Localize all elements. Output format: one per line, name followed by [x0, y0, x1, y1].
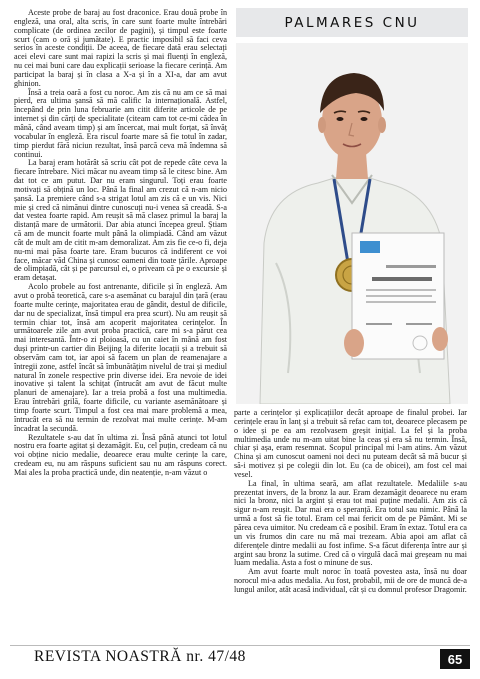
- certificate: [352, 233, 444, 359]
- student-photo: [236, 43, 468, 404]
- section-banner: [236, 8, 468, 37]
- paragraph: La baraj eram hotărât să scriu cât pot de repede câte ceva la fiecare întrebare. Nici măcar nu aveam timp să le citesc bine. Am dat tot ce am putut. Dar nu eram singurul. Toți erau foarte motivați să obțină un loc. Până la final am crezut că n-am nicio șansă. La premiere când s-a strigat lotul am zis că e un vis. Nici mie și cred că nimănui dintre cunoscuți nu-i venea să creadă. S-a dat vestea foarte rapid. Am reușit să mă clasez primul la baraj la distanță mare de următorii. Dar abia atunci începea greul. Știam că am de muncit foarte mult până la olimpiadă. Când am văzut cât de mult am de citit m-am demoralizat. Am zis fie ce-o fi, deja nu-mi mai păsa foarte tare. Eram bucuros că indiferent ce voi face, măcar văd China și cunosc oameni din toate țările. Aproape de olimpiadă, cât și pe parcursul ei, o priveam că pe o excursie și eram detașat.: [14, 158, 227, 283]
- article-right-column: [234, 409, 467, 641]
- paragraph: Acolo probele au fost antrenante, dificile și în engleză. Am avut o probă teoretică, care s-a asemănat cu barajul din țară (erau foarte multe cerințe, majoritatea erau de gândit, destul de dificile, dar nu de specializat, însă timpul era prea scurt). Nu am reușit să termin chiar tot, însă am acoperit majoritatea cerințelor. În următoarele zile am avut proba practică, care mi s-a părut cea mai interesantă. Într-o zi ploioasă, cu un caiet în mână am fost duși printr-un cartier din Beijing la diferite locații și a trebuit să observăm cam tot, iar apoi să facem un plan de reamenajare a întregii zone, astfel încât să îmbunătățim nivelul de trai și mediul natural în zonele respective prin diverse idei. Era nevoie de idei inovative și talent la schițat (întrucât am avut de făcut multe planuri de amenajare). Iar a treia probă a fost una multimedia. Erau întrebări grilă, foarte dificile, cu variante asemănătoare și timp foarte scurt. Timpul a fost cea mai mare problemă a mea, întrucât era să nu termin de rezolvat mai multe cerințe. M-am încadrat la secundă.: [14, 282, 227, 433]
- magazine-title: REVISTA NOASTRĂ nr. 47/48: [34, 648, 246, 665]
- page-number: 65: [440, 649, 470, 669]
- paragraph: Aceste probe de baraj au fost draconice. Erau două probe în engleză, una oral, alta scris, în care sunt foarte multe întrebări complicate (de ordinea zecilor de pagini), și timpul este foarte scurt (cam o oră și jumătate). E practic imposibil să faci ceva serios în aceste condiții. De aceea, de fiecare dată erau selectați acei elevi care sunt mai rapizi la scris și mai fluenți în engleză, nu cei mai buni care dau explicații serioase la fiecare cerință. Am participat la baraj și în clasa a X-a și în a XI-a, dar am avut ghinion.: [14, 9, 227, 88]
- article-left-column: [14, 9, 227, 620]
- student-with-medal-illustration: [236, 43, 468, 404]
- paragraph-continuation: parte a cerințelor și explicațiilor decât aproape de finalul probei. Iar cerințele erau în lanț și a trebuit să refac cam tot, deoarece plecasem pe o idee și pe ea am rezolvasem greșit inițial. La fel și la proba multimedia unde nu m-am uitat bine la ceas și era să nu termin. Însă, chiar și așa, eram resemnat. Scopul principal mi l-am atins. Am văzut China și am cunoscut oameni noi deci nu puteam decât să mă bucur și să-i motivez și pe colegii din lot. Eu (ca de obicei), am fost cel mai vesel.: [234, 409, 467, 479]
- paragraph: La final, în ultima seară, am aflat rezultatele. Medaliile s-au prezentat invers, de la bronz la aur. Eram dezamăgit deoarece nu eram nici la bronz, nici la argint și erau tot mai puține medalii. Am zis că sigur n-am reușit. Dar mai era o speranță. Era totul sau nimic. Până la urmă a fost să fie totul. Eram cel mai fericit om de pe Pământ. Mi se părea ceva uimitor. Nu credeam că e posibil. Eram în extaz. Totul era ca un vis frumos din care nu mă mai trezeam. Abia apoi am aflat că diferențele dintre medalii au fost infime. S-a făcut diferența între aur și argint sau bronz la sutime. Cred că o virgulă dacă mai greșeam nu mai luam medalia. Asta a fost o minune de sus.: [234, 478, 467, 568]
- page-footer: [10, 645, 470, 672]
- section-title: PALMARES CNU: [284, 14, 420, 31]
- paragraph: Rezultatele s-au dat în ultima zi. Însă până atunci tot lotul nostru era foarte agitat și dezamăgit. Eu, cel puțin, credeam că nu voi obține nicio medalie, deoarece erau multe cerințe la care, credeam eu, nu am răspuns suficient sau nu am răspuns corect. Mai ales la proba practică unde, din neatenție, n-am văzut o: [14, 432, 227, 477]
- paragraph: Am avut foarte mult noroc în toată povestea asta, însă nu doar norocul mi-a adus medalia. Au fost, probabil, mii de ore de muncă de-a lungul anilor, atât acasă individual, cât și cu domnul profesor Dragomir.: [234, 567, 467, 594]
- paragraph: Însă a treia oară a fost cu noroc. Am zis că nu am ce să mai pierd, era ultima șansă să mă calific la internațională. Astfel, începând de prin luna februarie am citit diferite articole de pe internet și din cărți de specialitate (citeam cam tot ce-mi cădea în mână, când aveam timp) și am încercat, mai mult forțat, să învăț vocabular în engleză. Era riscul foarte mare să fie totul în zadar, timp pierdut fără niciun rezultat, însă parcă ceva mă îndemna să continui.: [14, 87, 227, 159]
